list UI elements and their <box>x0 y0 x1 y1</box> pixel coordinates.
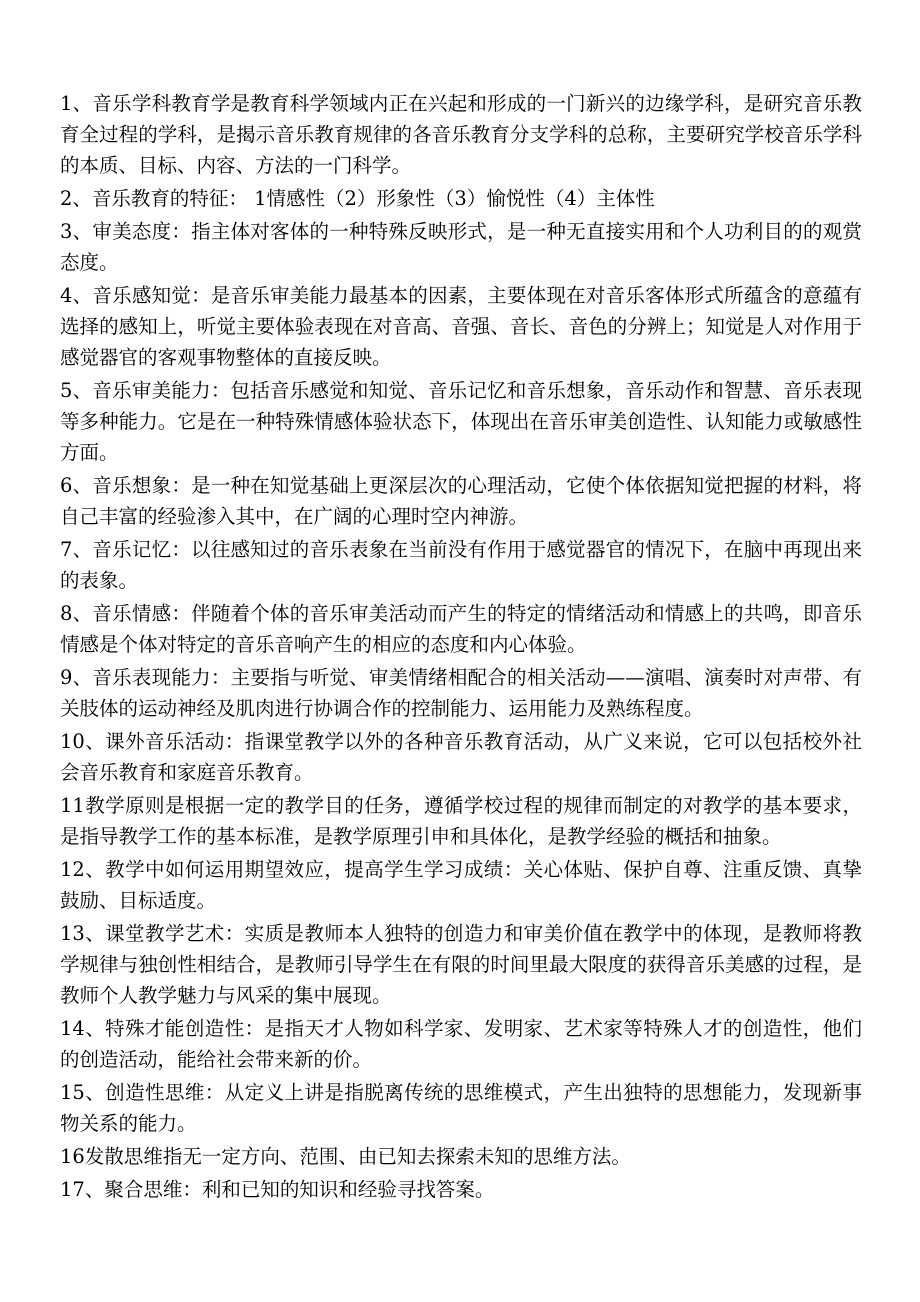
paragraph-1: 1、音乐学科教育学是教育科学领域内正在兴起和形成的一门新兴的边缘学科，是研究音乐教育全过程的学科，是揭示音乐教育规律的各音乐教育分支学科的总称，主要研究学校音乐学科的本质、目标、内容、方法的一门科学。 <box>60 92 862 177</box>
paragraph-10: 10、课外音乐活动：指课堂教学以外的各种音乐教育活动，从广义来说，它可以包括校外社会音乐教育和家庭音乐教育。 <box>60 730 862 784</box>
paragraph-13: 13、课堂教学艺术：实质是教师本人独特的创造力和审美价值在教学中的体现，是教师将教学规律与独创性相结合，是教师引导学生在有限的时间里最大限度的获得音乐美感的过程，是教师个人教学魅力与风采的集中展现。 <box>60 922 862 1007</box>
paragraph-17: 17、聚合思维：利和已知的知识和经验寻找答案。 <box>60 1178 495 1201</box>
paragraph-11: 11教学原则是根据一定的教学目的任务，遵循学校过程的规律而制定的对教学的基本要求，是指导教学工作的基本标准，是教学原理引申和具体化，是教学经验的概括和抽象。 <box>60 794 862 848</box>
paragraph-12: 12、教学中如何运用期望效应，提高学生学习成绩：关心体贴、保护自尊、注重反馈、真挚鼓励、目标适度。 <box>60 858 862 912</box>
paragraph-2: 2、音乐教育的特征： 1情感性（2）形象性（3）愉悦性（4）主体性 <box>60 187 655 210</box>
paragraph-8: 8、音乐情感：伴随着个体的音乐审美活动而产生的特定的情绪活动和情感上的共鸣，即音乐情感是个体对特定的音乐音响产生的相应的态度和内心体验。 <box>60 602 862 656</box>
paragraph-14: 14、特殊才能创造性：是指天才人物如科学家、发明家、艺术家等特殊人才的创造性，他们的创造活动，能给社会带来新的价。 <box>60 1017 862 1071</box>
paragraph-4: 4、音乐感知觉：是音乐审美能力最基本的因素，主要体现在对音乐客体形式所蕴含的意蕴有选择的感知上，听觉主要体验表现在对音高、音强、音长、音色的分辨上；知觉是人对作用于感觉器官的客观事物整体的直接反映。 <box>60 284 862 369</box>
document-body <box>60 88 862 1207</box>
paragraph-6: 6、音乐想象：是一种在知觉基础上更深层次的心理活动，它使个体依据知觉把握的材料，将自己丰富的经验渗入其中，在广阔的心理时空内神游。 <box>60 474 862 528</box>
paragraph-3: 3、审美态度：指主体对客体的一种特殊反映形式，是一种无直接实用和个人功利目的的观赏态度。 <box>60 220 862 274</box>
paragraph-16: 16发散思维指无一定方向、范围、由已知去探索未知的思维方法。 <box>60 1145 631 1168</box>
paragraph-7: 7、音乐记忆：以往感知过的音乐表象在当前没有作用于感觉器官的情况下，在脑中再现出来的表象。 <box>60 538 862 592</box>
paragraph-15: 15、创造性思维：从定义上讲是指脱离传统的思维模式，产生出独特的思想能力，发现新事物关系的能力。 <box>60 1081 862 1135</box>
paragraph-5: 5、音乐审美能力：包括音乐感觉和知觉、音乐记忆和音乐想象，音乐动作和智慧、音乐表现等多种能力。它是在一种特殊情感体验状态下，体现出在音乐审美创造性、认知能力或敏感性方面。 <box>60 379 862 464</box>
paragraph-9: 9、音乐表现能力：主要指与听觉、审美情绪相配合的相关活动——演唱、演奏时对声带、有关肢体的运动神经及肌肉进行协调合作的控制能力、运用能力及熟练程度。 <box>60 666 862 720</box>
